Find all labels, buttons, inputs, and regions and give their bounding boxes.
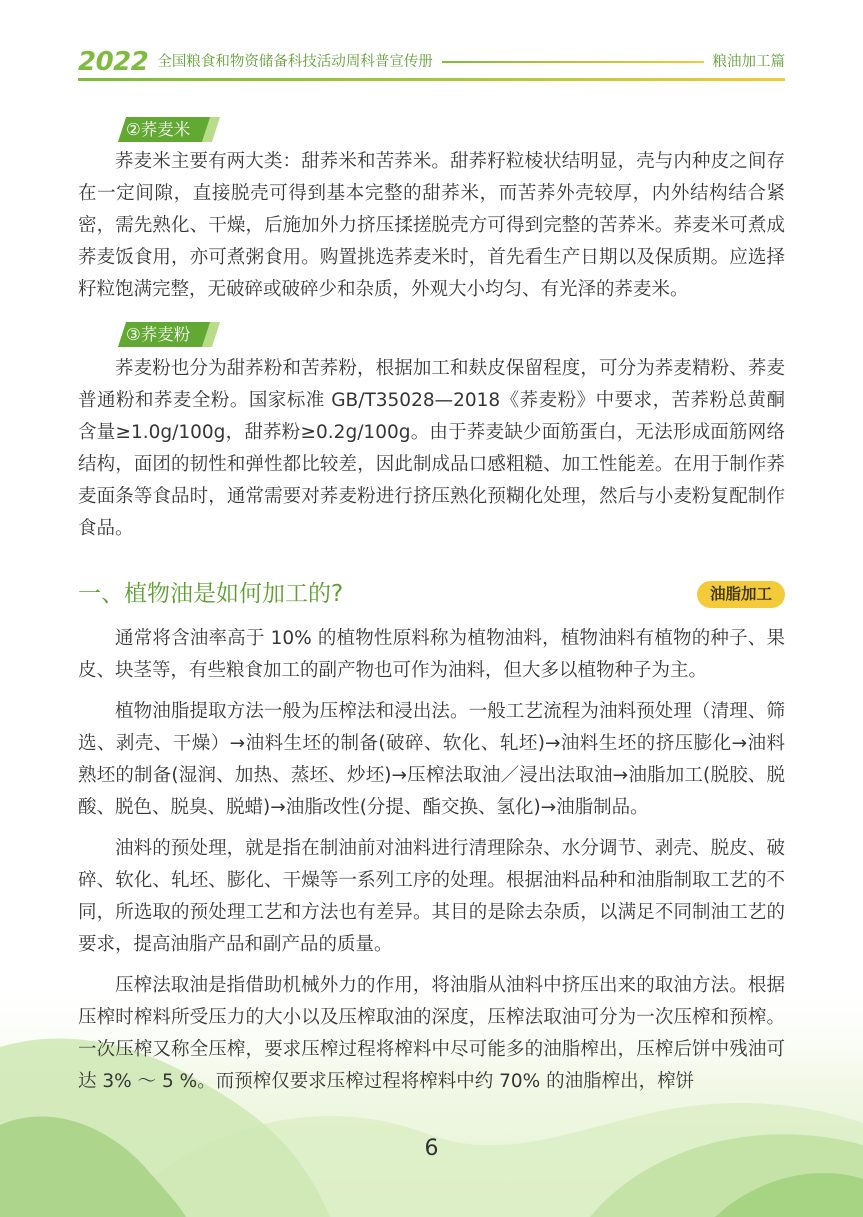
paragraph-buckwheat-flour: 荞麦粉也分为甜荞粉和苦荞粉，根据加工和麸皮保留程度，可分为荞麦精粉、荞麦普通粉和荞麦全粉。国家标准 GB/T35028—2018《荞麦粉》中要求，苦荞粉总黄酮含量≥1.0g/100g，甜荞粉≥0.2g/100g。由于荞麦缺少面筋蛋白，无法形成面筋网络结构，面团的韧性和弹性都比较差，因此制成品口感粗糙、加工性能差。在用于制作荞麦面条等食品时，通常需要对荞麦粉进行挤压熟化预糊化处理，然后与小麦粉复配制作食品。 [78,358,785,539]
running-header [78,45,785,79]
tag-label: ②荞麦米 [126,120,191,139]
header-year: 2022 [78,47,149,77]
paragraph-oil-1: 通常将含油率高于 10% 的植物性原料称为植物油料，植物油料有植物的种子、果皮、块茎等，有些粮食加工的副产物也可作为油料，但大多以植物种子为主。 [78,628,785,681]
header-section: 粮油加工篇 [712,54,785,70]
header-underline [78,78,785,81]
paragraph-oil-4: 压榨法取油是指借助机械外力的作用，将油脂从油料中挤压出来的取油方法。根据压榨时榨料所受压力的大小以及压榨取油的深度，压榨法取油可分为一次压榨和预榨。一次压榨又称全压榨，要求压榨过程将榨料中尽可能多的油脂榨出，压榨后饼中残油可达 3% ～ 5 %。而预榨仅要求压榨过程将榨料中约 70% 的油脂榨出，榨饼 [78,975,785,1092]
section-heading-row [78,578,785,610]
section-heading: 一、植物油是如何加工的? [78,581,344,607]
tag-label: ③荞麦粉 [126,325,191,344]
subsection-tag-buckwheat-rice [120,117,213,142]
header-rule [442,61,704,63]
paragraph-oil-3: 油料的预处理，就是指在制油前对油料进行清理除杂、水分调节、剥壳、脱皮、破碎、软化、轧坯、膨化、干燥等一系列工序的处理。根据油料品种和油脂制取工艺的不同，所选取的预处理工艺和方法也有差异。其目的是除去杂质，以满足不同制油工艺的要求，提高油脂产品和副产品的质量。 [78,838,785,955]
paragraph-oil-2: 植物油脂提取方法一般为压榨法和浸出法。一般工艺流程为油料预处理（清理、筛选、剥壳、干燥）→油料生坯的制备(破碎、软化、轧坯)→油料生坯的挤压膨化→油料熟坯的制备(湿润、加热、蒸坯、炒坯)→压榨法取油／浸出法取油→油脂加工(脱胶、脱酸、脱色、脱臭、脱蜡)→油脂改性(分提、酯交换、氢化)→油脂制品。 [78,701,785,818]
subsection-tag-buckwheat-flour [120,322,213,347]
page-number: 6 [424,1136,439,1161]
category-badge: 油脂加工 [697,581,785,608]
page-content [78,117,785,1098]
paragraph-buckwheat-rice: 荞麦米主要有两大类：甜荞米和苦荞米。甜荞籽粒棱状结明显，壳与内种皮之间存在一定间隙，直接脱壳可得到基本完整的甜荞米，而苦荞外壳较厚，内外结构结合紧密，需先熟化、干燥，后施加外力挤压揉搓脱壳方可得到完整的苦荞米。荞麦米可煮成荞麦饭食用，亦可煮粥食用。购置挑选荞麦米时，首先看生产日期以及保质期。应选择籽粒饱满完整，无破碎或破碎少和杂质，外观大小均匀、有光泽的荞麦米。 [78,151,785,300]
header-title: 全国粮食和物资储备科技活动周科普宣传册 [157,54,433,70]
